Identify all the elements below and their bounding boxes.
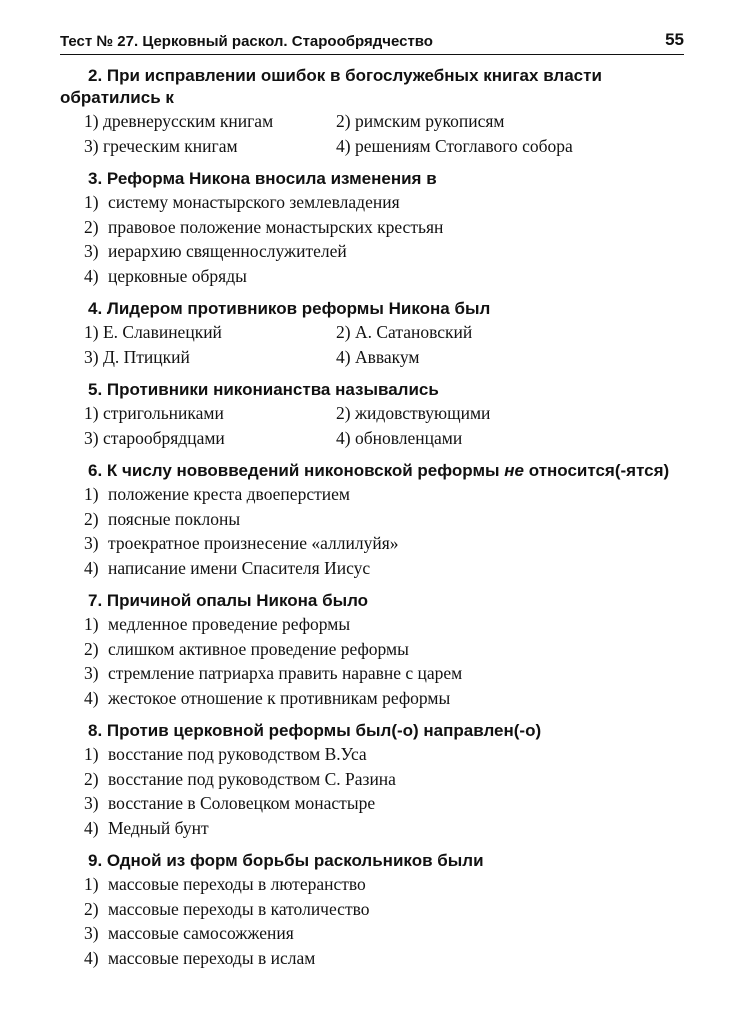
option-number: 4) [84,265,99,286]
option-text: поясные поклоны [108,508,241,529]
option-text: стремление патриарха править наравне с царем [108,663,463,683]
option-text: массовые переходы в лютеранство [108,874,366,894]
page-number: 55 [665,30,684,49]
option-text: иерархию священнослужителей [108,241,347,261]
question-title: 8. Против церковной реформы был(-о) направлен(-о) [88,721,542,740]
option-number: 4) [84,687,99,708]
option-number: 4) [84,947,99,968]
option [84,791,684,816]
option-number: 1) [84,614,99,634]
option-number: 2) [84,508,99,529]
question-title: 5. Противники никонианства назывались [88,380,439,399]
question-8 [60,720,684,840]
option-number: 2) [84,216,99,237]
option [84,872,684,897]
option [84,921,684,946]
option [84,507,684,532]
options [60,401,684,450]
options [60,482,684,580]
option [84,897,684,922]
option-number: 3) [84,533,99,553]
option [84,637,684,662]
option-text: положение креста двоеперстием [108,484,350,504]
option-text: восстание под руководством С. Разина [108,768,396,789]
options [60,742,684,840]
option-text: восстание под руководством В.Уса [108,744,367,764]
option: 1) стригольниками [84,403,224,423]
option-text: восстание в Соловецком монастыре [108,793,376,813]
option [84,190,684,215]
option [84,264,684,289]
option: 3) Д. Птицкий [84,346,190,367]
option: 3) греческим книгам [84,135,238,156]
option-text: массовые переходы в ислам [108,947,316,968]
option [84,661,684,686]
question-9 [60,850,684,970]
option-number: 1) [84,192,99,212]
option [84,482,684,507]
running-title: Тест № 27. Церковный раскол. Старообрядчество [60,33,433,50]
option-number: 3) [84,663,99,683]
option [84,686,684,711]
option [84,556,684,581]
option-number: 2) [84,768,99,789]
question-3 [60,168,684,288]
question-4 [60,298,684,369]
options [60,872,684,970]
option-text: написание имени Спасителя Иисус [108,557,371,578]
question-6 [60,460,684,580]
option-text: систему монастырского землевладения [108,192,400,212]
option-text: троекратное произнесение «аллилуйя» [108,533,399,553]
option-text: массовые переходы в католичество [108,898,370,919]
page-header [60,28,684,55]
option-number: 3) [84,241,99,261]
question-title-start: 6. К числу нововведений никоновской реформы [88,461,505,480]
option: 4) Аввакум [336,346,420,367]
option-text: массовые самосожжения [108,923,294,943]
question-2 [60,65,684,158]
option-number: 3) [84,793,99,813]
option: 4) обновленцами [336,427,463,448]
question-title-end: относится(-ятся) [524,461,670,480]
option-text: правовое положение монастырских крестьян [108,216,444,237]
option: 2) римским рукописям [336,111,505,131]
page [60,28,684,970]
option: 2) А. Сатановский [336,322,473,342]
options [60,109,684,158]
option [84,767,684,792]
option [84,742,684,767]
option: 3) старообрядцами [84,427,225,448]
option-number: 4) [84,557,99,578]
option: 1) древнерусским книгам [84,111,274,131]
option [84,816,684,841]
option-number: 1) [84,744,99,764]
option: 4) решениям Стоглавого собора [336,135,573,156]
option-number: 3) [84,923,99,943]
question-title: 3. Реформа Никона вносила изменения в [88,169,437,188]
option [84,531,684,556]
option-number: 1) [84,874,99,894]
option-number: 4) [84,817,99,838]
question-7 [60,590,684,710]
option: 2) жидовствующими [336,403,491,423]
option [84,946,684,971]
option-number: 2) [84,898,99,919]
option-text: жестокое отношение к противникам реформы [108,687,451,708]
question-title: 9. Одной из форм борьбы раскольников были [88,851,484,870]
options [60,612,684,710]
option-number: 2) [84,638,99,659]
question-title-emphasis: не [504,461,525,480]
option [84,215,684,240]
option: 1) Е. Славинецкий [84,322,222,342]
option-number: 1) [84,484,99,504]
question-5 [60,379,684,450]
option [84,239,684,264]
option-text: слишком активное проведение реформы [108,638,409,659]
options [60,320,684,369]
question-title: 7. Причиной опалы Никона было [88,591,369,610]
option [84,612,684,637]
option-text: церковные обряды [108,265,247,286]
option-text: медленное проведение реформы [108,614,351,634]
question-title [60,460,684,482]
question-title: 2. При исправлении ошибок в богослужебных книгах власти обратились к [60,66,602,107]
options [60,190,684,288]
question-title: 4. Лидером противников реформы Никона был [88,299,491,318]
option-text: Медный бунт [108,817,209,838]
